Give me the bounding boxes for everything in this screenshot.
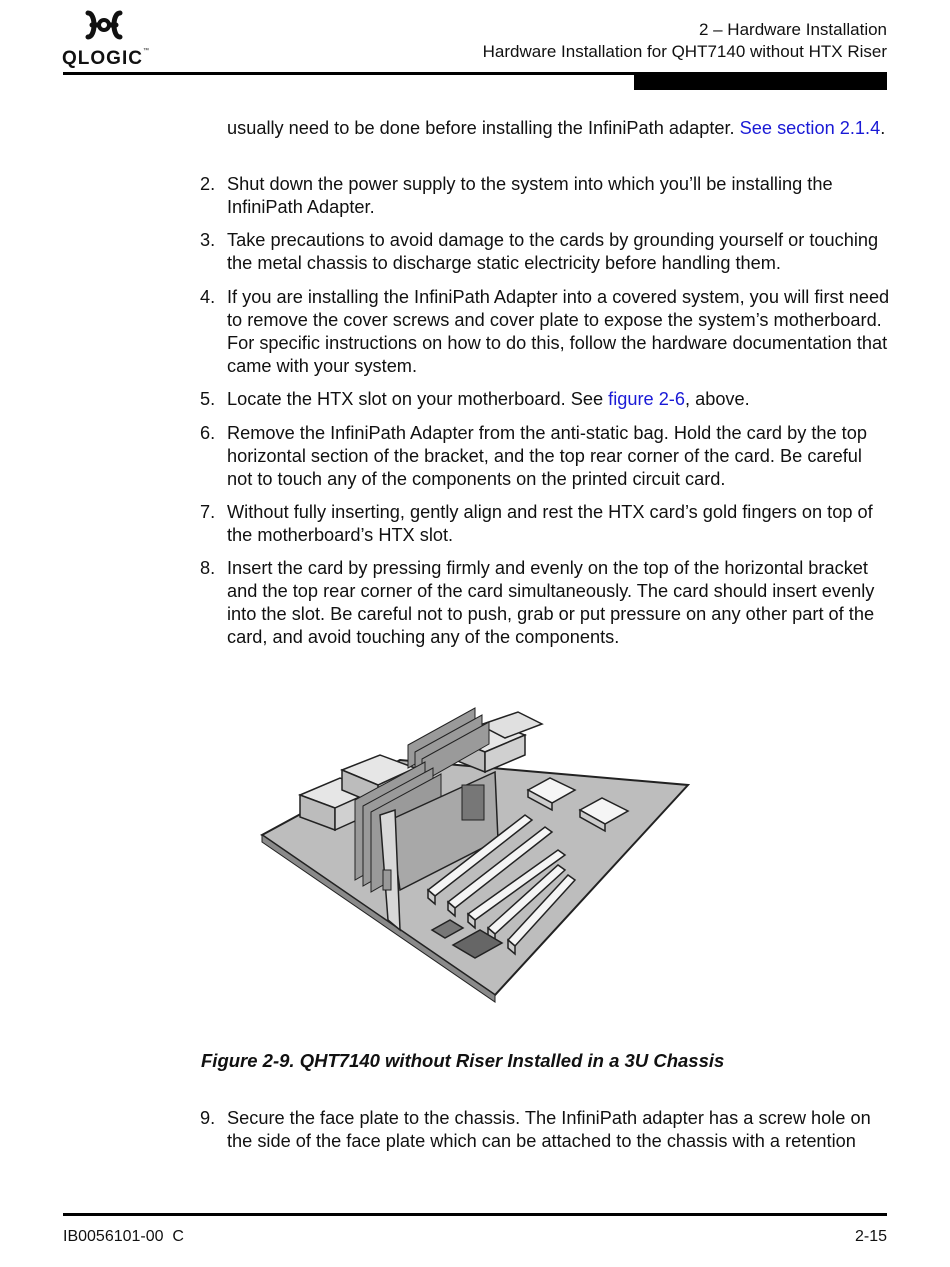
step-text: Remove the InfiniPath Adapter from the anti-static bag. Hold the card by the top horizontal section of the bracket, and the top rear corner of the card. Be careful not to touch any of the components on the printed circuit card. <box>227 423 867 489</box>
motherboard-illustration <box>250 690 700 1010</box>
section-title: Hardware Installation for QHT7140 without HTX Riser <box>482 42 887 61</box>
step-8 <box>200 557 890 649</box>
step-7 <box>200 501 890 547</box>
step-number: 9. <box>200 1108 216 1128</box>
header-bar <box>634 72 887 90</box>
intro-after: . <box>880 118 886 138</box>
step-number: 3. <box>200 230 216 250</box>
step-2 <box>200 173 890 219</box>
figure-caption: Figure 2-9. QHT7140 without Riser Installed in a 3U Chassis <box>201 1050 725 1071</box>
step-5 <box>200 388 890 411</box>
step-number: 8. <box>200 558 216 578</box>
step-text-after: , above. <box>684 389 750 409</box>
logo-wordmark: QLOGIC™ <box>62 48 150 69</box>
step-4 <box>200 286 890 378</box>
step-3 <box>200 229 890 275</box>
qlogic-logo-icon <box>82 10 126 40</box>
footer-rule <box>63 1213 887 1216</box>
intro-paragraph <box>227 117 889 140</box>
step-9 <box>200 1107 890 1153</box>
step-text: Shut down the power supply to the system into which you’ll be installing the InfiniPath Adapter. <box>227 174 833 217</box>
intro-text: usually need to be done before installing the InfiniPath adapter. <box>227 118 740 138</box>
step-number: 7. <box>200 502 216 522</box>
section-link[interactable]: See section 2.1.4 <box>739 118 881 138</box>
step-text: Take precautions to avoid damage to the cards by grounding yourself or touching the metal chassis to discharge static electricity before handling them. <box>227 230 879 273</box>
figure-link[interactable]: figure 2-6 <box>608 389 685 409</box>
step-number: 6. <box>200 423 216 443</box>
step-text <box>227 388 890 411</box>
page-number: 2-15 <box>854 1228 887 1245</box>
step-number: 5. <box>200 389 216 409</box>
step-text-before: Locate the HTX slot on your motherboard. See <box>227 389 609 409</box>
chapter-title: 2 – Hardware Installation <box>698 20 887 39</box>
step-number: 4. <box>200 287 216 307</box>
document-id: IB0056101-00 C <box>63 1228 184 1245</box>
step-text: If you are installing the InfiniPath Adapter into a covered system, you will first need to remove the cover screws and cover plate to expose the system’s motherboard. For specific instructions on how to do this, follow the hardware documentation that came with your system. <box>227 287 890 376</box>
step-number: 2. <box>200 174 216 194</box>
step-text: Secure the face plate to the chassis. The InfiniPath adapter has a screw hole on the side of the face plate which can be attached to the chassis with a retention <box>227 1108 871 1151</box>
step-6 <box>200 422 890 491</box>
step-text: Without fully inserting, gently align and rest the HTX card’s gold fingers on top of the motherboard’s HTX slot. <box>227 502 873 545</box>
qlogic-logo <box>62 10 152 69</box>
step-text: Insert the card by pressing firmly and evenly on the top of the horizontal bracket and the top rear corner of the card simultaneously. The card should insert evenly into the slot. Be careful not to push, grab or put pressure on any other part of the card, and avoid touching any of the components. <box>227 558 875 647</box>
